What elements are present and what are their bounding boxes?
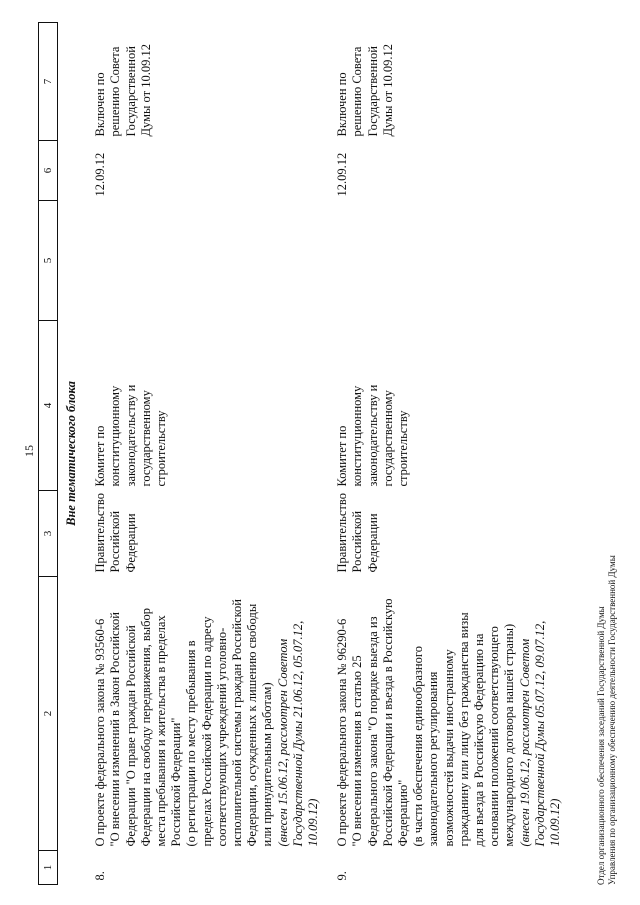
bill-description [87, 577, 329, 851]
bill-line: пределах Российской Федерации по адресу [199, 616, 214, 847]
row-number: 9. [335, 871, 350, 881]
bill-line: Федерации на свободу передвижения, выбор [138, 607, 153, 847]
responsible-committee [87, 321, 329, 491]
decision-line: Думы от 10.09.12 [138, 44, 153, 137]
author-line: Российской [350, 510, 365, 573]
bill-line: для въезда в Российскую Федерацию на [472, 633, 487, 847]
bill-line: Российской Федерации и въезда в Российскую [380, 598, 395, 847]
bill-history-line: (внесен 15.06.12, рассмотрен Советом [275, 638, 290, 847]
decision-line: Государственной [123, 46, 138, 137]
row-number: 8. [93, 871, 108, 881]
bill-line: О проекте федерального закона № 93560-6 [93, 618, 108, 847]
bill-line: Федерального закона "О порядке выезда из [365, 616, 380, 847]
footer-line: Отдел организационного обеспечения заседаний Государственной Думы [596, 606, 606, 885]
col-4-header: 4 [39, 321, 58, 491]
bill-history-line: 10.09.12) [548, 798, 563, 847]
committee-line: конституционному [350, 385, 365, 487]
bill-line: О проекте федерального закона № 96290-6 [335, 618, 350, 847]
column-numbers-row [39, 23, 58, 885]
agenda-table [38, 22, 571, 885]
bill-line: исполнительной системы граждан Российской [230, 599, 245, 847]
bill-history-line: (внесен 19.06.12, рассмотрен Советом [517, 638, 532, 847]
committee-line: законодательству и [123, 384, 138, 487]
col-5-header: 5 [39, 201, 58, 321]
responsible-committee [329, 321, 571, 491]
bill-line: соответствующих учреждений уголовно- [214, 627, 229, 847]
bill-description [329, 577, 571, 851]
bill-line: Федерацию" [396, 779, 411, 847]
bill-author [87, 491, 329, 577]
footer [596, 555, 618, 885]
col-7-header: 7 [39, 23, 58, 141]
committee-line: конституционному [108, 385, 123, 487]
author-line: Российской [108, 510, 123, 573]
bill-line: основании положений соответствующего [487, 626, 502, 847]
author-line: Федерации [123, 513, 138, 573]
bill-line: (в части обеспечения единообразного [411, 646, 426, 847]
bill-line: места пребывания и жительства в пределах [154, 615, 169, 847]
bill-line: законодательного регулирования [426, 671, 441, 847]
decision-line: Государственной [365, 46, 380, 137]
bill-history-line: 10.09.12) [306, 798, 321, 847]
date-cell: 12.09.12 [93, 152, 108, 197]
bill-line: возможностей выдачи иностранному [441, 649, 456, 847]
bill-history-line: Государственной Думы 21.06.12, 05.07.12, [290, 620, 305, 847]
bill-line: Федерации "О праве граждан Российской [123, 625, 138, 847]
col-5-cell [329, 201, 571, 321]
bill-author [329, 491, 571, 577]
footer-line: Управления по организационному обеспечению деятельности Государственной Думы [607, 555, 617, 885]
bill-line: Российской Федерации" [169, 717, 184, 847]
committee-line: Комитет по [335, 425, 350, 487]
decision-note [87, 23, 329, 141]
col-1-header: 1 [39, 851, 58, 885]
table-row [329, 23, 571, 885]
decision-note [329, 23, 571, 141]
bill-line: международного договора нашей страны) [502, 623, 517, 847]
decision-line: Включен по [93, 72, 108, 137]
committee-line: строительству [396, 410, 411, 487]
committee-line: государственному [138, 390, 153, 487]
author-line: Правительство [93, 493, 108, 573]
committee-line: строительству [154, 410, 169, 487]
committee-line: государственному [380, 390, 395, 487]
bill-line: или принудительным работам) [260, 682, 275, 847]
date-cell: 12.09.12 [335, 152, 350, 197]
decision-line: решению Совета [108, 46, 123, 137]
col-5-cell [87, 201, 329, 321]
decision-line: Включен по [335, 72, 350, 137]
page-number: 15 [22, 445, 36, 457]
committee-line: Комитет по [93, 425, 108, 487]
col-2-header: 2 [39, 577, 58, 851]
author-line: Федерации [365, 513, 380, 573]
section-title: Вне тематического блока [64, 381, 78, 526]
bill-line: "О внесении изменения в статью 25 [350, 655, 365, 847]
table-row [87, 23, 329, 885]
bill-line: "О внесении изменений в Закон Российской [108, 612, 123, 847]
bill-line: гражданину или лицу без гражданства визы [456, 612, 471, 847]
committee-line: законодательству и [365, 384, 380, 487]
col-6-header: 6 [39, 141, 58, 201]
bill-history-line: Государственной Думы 05.07.12, 09.07.12, [532, 620, 547, 847]
author-line: Правительство [335, 493, 350, 573]
decision-line: решению Совета [350, 46, 365, 137]
decision-line: Думы от 10.09.12 [380, 44, 395, 137]
col-3-header: 3 [39, 491, 58, 577]
bill-line: (о регистрации по месту пребывания в [184, 640, 199, 847]
bill-line: Федерации, осужденных к лишению свободы [245, 603, 260, 847]
section-row [58, 23, 88, 885]
